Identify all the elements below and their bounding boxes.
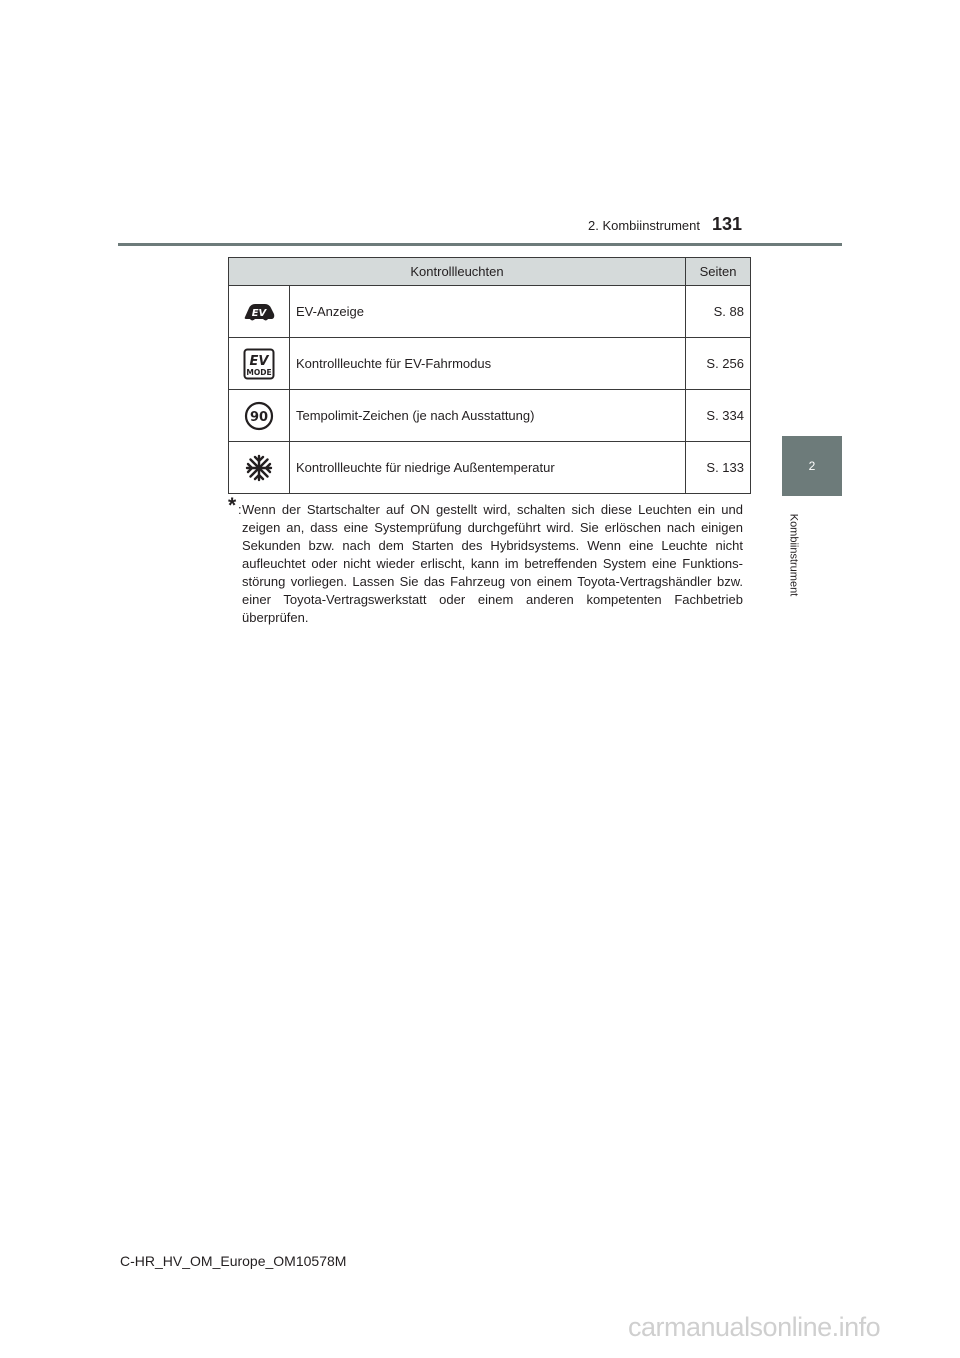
column-header-pages: Seiten (686, 258, 751, 286)
svg-text:90: 90 (249, 409, 269, 425)
table-row (229, 286, 751, 338)
chapter-side-title (782, 500, 804, 610)
light-label: Kontrollleuchte für niedrige Außentemperatur (290, 442, 686, 494)
light-label: Tempolimit-Zeichen (je nach Ausstattung) (290, 390, 686, 442)
table-row (229, 338, 751, 390)
footnote-marker: * (228, 494, 237, 517)
chapter-number: 2 (808, 459, 816, 473)
table-row (229, 390, 751, 442)
page-reference: S. 133 (686, 442, 751, 494)
column-header-lights: Kontrollleuchten (229, 258, 686, 286)
svg-text:MODE: MODE (246, 367, 272, 377)
document-id: C-HR_HV_OM_Europe_OM10578M (120, 1253, 347, 1269)
table-header-row (229, 258, 751, 286)
icon-cell (229, 390, 290, 442)
page-reference: S. 88 (686, 286, 751, 338)
svg-text:EV: EV (251, 307, 267, 319)
icon-cell (229, 442, 290, 494)
chapter-title-label: Kombiinstrument (787, 513, 800, 597)
ev-mode-icon (243, 348, 275, 380)
speed-limit-90-icon (244, 401, 274, 431)
page-reference: S. 334 (686, 390, 751, 442)
footnote-colon: : (238, 502, 242, 517)
footnote (228, 494, 743, 627)
table-row (229, 442, 751, 494)
header-divider (118, 243, 842, 246)
page-reference: S. 256 (686, 338, 751, 390)
snowflake-icon (244, 453, 274, 483)
watermark: carmanualsonline.info (628, 1312, 881, 1342)
section-title: 2. Kombiinstrument (588, 218, 700, 233)
page-number: 131 (712, 214, 743, 234)
icon-cell (229, 338, 290, 390)
footnote-text: Wenn der Startschalter auf ON gestellt wird, schalten sich diese Leuchten ein und zeigen an, dass eine Systemprüfung durchgeführt wird. Sie erlöschen nach einigen Sekunden bzw. nach dem Starten des Hybridsystems. Wenn eine Leuchte nicht aufleuchtet oder nicht wieder erlischt, kann im betreffenden System eine Funktions-störung vorliegen. Lassen Sie das Fahrzeug von einem Toyota-Vertragshändler bzw. einer Toyota-Vertragswerkstatt oder einem anderen kompetenten Fachbetrieb überprüfen. (242, 502, 743, 625)
ev-indicator-icon (242, 301, 276, 323)
light-label: Kontrollleuchte für EV-Fahrmodus (290, 338, 686, 390)
chapter-tab (782, 436, 842, 496)
svg-text:EV: EV (249, 353, 269, 369)
light-label: EV-Anzeige (290, 286, 686, 338)
indicator-table (228, 257, 751, 494)
icon-cell (229, 286, 290, 338)
